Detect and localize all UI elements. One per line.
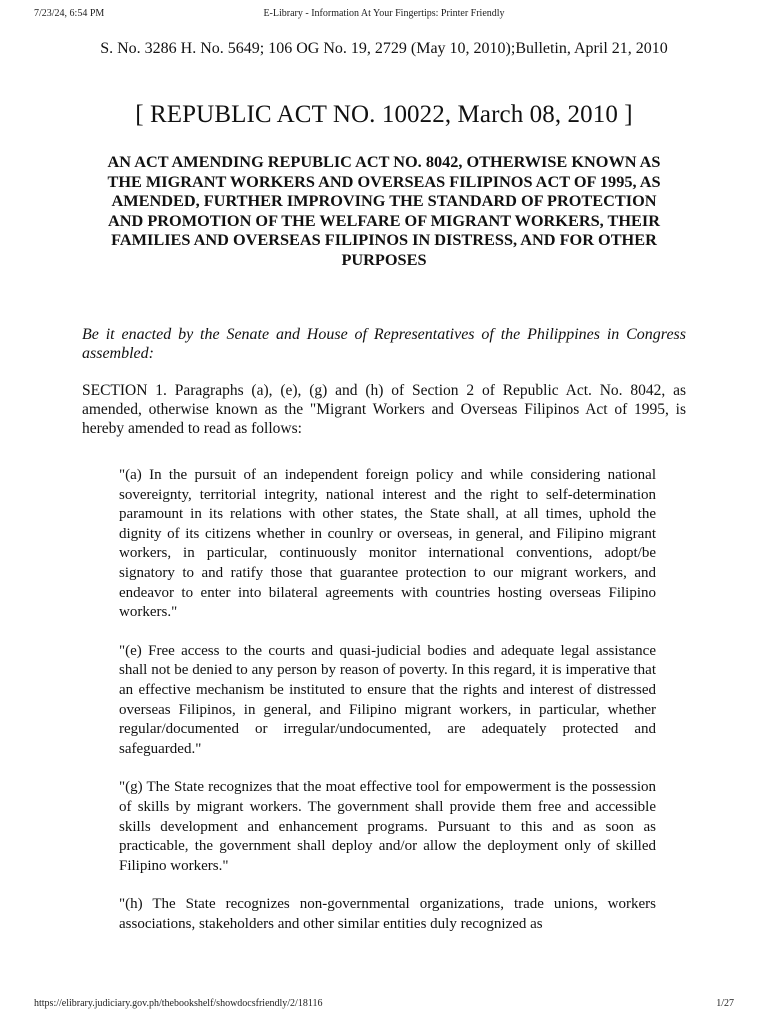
enacting-clause: Be it enacted by the Senate and House of Representatives of the Philippines in Congress assembled: bbox=[82, 326, 686, 362]
print-header bbox=[34, 8, 734, 22]
paragraph-h: "(h) The State recognizes non-governmental organizations, trade unions, workers associations, stakeholders and other similar entities duly recognized as bbox=[119, 896, 656, 932]
section-1-intro: SECTION 1. Paragraphs (a), (e), (g) and (h) of Section 2 of Republic Act. No. 8042, as amended, otherwise known as the "Migrant Workers and Overseas Filipinos Act of 1995, is hereby amended to read as follows: bbox=[82, 382, 686, 437]
amended-paragraphs bbox=[119, 466, 656, 934]
act-subtitle: AN ACT AMENDING REPUBLIC ACT NO. 8042, OTHERWISE KNOWN AS THE MIGRANT WORKERS AND OVERSEAS FILIPINOS ACT OF 1995, AS AMENDED, FURTHER IMPROVING THE STANDARD OF PROTECTION AND PROMOTION OF THE WELFARE OF MIGRANT WORKERS, THEIR FAMILIES AND OVERSEAS FILIPINOS IN DISTRESS, AND FOR OTHER PURPOSES bbox=[107, 152, 661, 269]
print-page-title: E-Library - Information At Your Fingertips: Printer Friendly bbox=[263, 8, 505, 19]
print-footer bbox=[34, 998, 734, 1012]
page-url[interactable]: https://elibrary.judiciary.gov.ph/thebookshelf/showdocsfriendly/2/18116 bbox=[34, 998, 323, 1009]
document-body bbox=[82, 38, 686, 953]
paragraph-a: "(a) In the pursuit of an independent foreign policy and while considering national sovereignty, territorial integrity, national interest and the right to self-determination paramount in its relations with other states, the State shall, at all times, uphold the dignity of its citizens whether in counlry or overseas, in general, and Filipino migrant workers, in particular, continuously monitor international conventions, adopt/be signatory to and ratify those that guarantee protection to our migrant workers, and endeavor to enter into bilateral agreements with countries hosting overseas Filipino workers." bbox=[119, 467, 656, 621]
paragraph-e: "(e) Free access to the courts and quasi-judicial bodies and adequate legal assistance shall not be denied to any person by reason of poverty. In this regard, it is imperative that an effective mechanism be instituted to ensure that the rights and interest of distressed overseas Filipinos, in general, and Filipino migrant workers, in particular, whether regular/documented or irregular/undocumented, are adequately protected and safeguarded." bbox=[119, 642, 656, 757]
page-number: 1/27 bbox=[716, 998, 734, 1009]
act-title: [ REPUBLIC ACT NO. 10022, March 08, 2010 ] bbox=[135, 101, 633, 128]
print-datetime: 7/23/24, 6:54 PM bbox=[34, 8, 105, 19]
paragraph-g: "(g) The State recognizes that the moat effective tool for empowerment is the possession of skills by migrant workers. The government shall provide them free and accessible skills development and enhancement programs. Pursuant to this and as soon as practicable, the government shall deploy and/or allow the deployment only of skilled Filipino workers." bbox=[119, 779, 656, 874]
citation: S. No. 3286 H. No. 5649; 106 OG No. 19, 2729 (May 10, 2010);Bulletin, April 21, 2010 bbox=[100, 40, 668, 57]
